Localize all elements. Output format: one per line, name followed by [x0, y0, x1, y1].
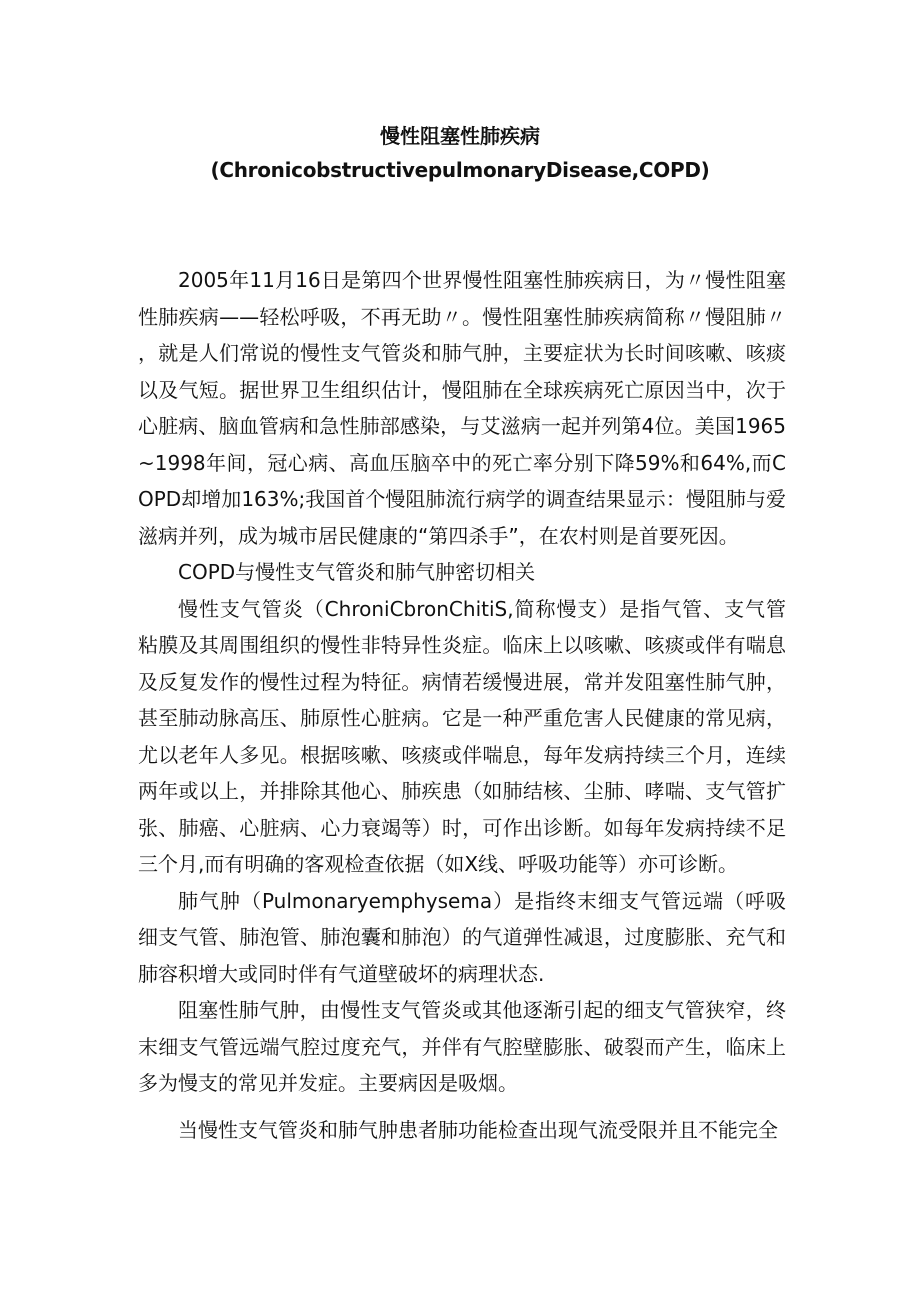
paragraph-truncated: 当慢性支气管炎和肺气肿患者肺功能检查出现气流受限并且不能完全 — [178, 1117, 778, 1142]
paragraph-emphysema: 肺气肿（Pulmonaryemphysema）是指终末细支气管远端（呼吸细支气管、肺泡管、肺泡囊和肺泡）的气道弹性减退，过度膨胀、充气和肺容积增大或同时伴有气道壁破坏的病理状态. — [138, 888, 786, 986]
paragraph-obstructive-emphysema: 阻塞性肺气肿，由慢性支气管炎或其他逐渐引起的细支气管狭窄，终末细支气管远端气腔过度充气，并伴有气腔壁膨胀、破裂而产生，临床上多为慢支的常见并发症。主要病因是吸烟。 — [138, 998, 786, 1095]
paragraph-heading-copd: COPD与慢性支气管炎和肺气肿密切相关 — [178, 560, 536, 584]
document-subtitle: (ChronicobstructivepulmonaryDisease,COPD) — [210, 158, 710, 182]
document-title: 慢性阻塞性肺疾病 — [380, 124, 540, 148]
paragraph-intro: 2005年11月16日是第四个世界慢性阻塞性肺疾病日，为〃慢性阻塞性肺疾病——轻松呼吸，不再无助〃。慢性阻塞性肺疾病简称〃慢阻肺〃，就是人们常说的慢性支气管炎和肺气肿，主要症状为长时间咳嗽、咳痰以及气短。据世界卫生组织估计，慢阻肺在全球疾病死亡原因当中，次于心脏病、脑血管病和急性肺部感染，与艾滋病一起并列第4位。美国1965~1998年间，冠心病、高血压脑卒中的死亡率分别下降59%和64%,而COPD却增加163%;我国首个慢阻肺流行病学的调查结果显示：慢阻肺与爱滋病并列，成为城市居民健康的“第四杀手”，在农村则是首要死因。 — [138, 268, 786, 548]
document-body — [138, 262, 786, 1148]
paragraph-chronic-bronchitis: 慢性支气管炎（ChroniCbronChitiS,简称慢支）是指气管、支气管粘膜及其周围组织的慢性非特异性炎症。临床上以咳嗽、咳痰或伴有喘息及反复发作的慢性过程为特征。病情若缓慢进展，常并发阻塞性肺气肿，甚至肺动脉高压、肺原性心脏病。它是一种严重危害人民健康的常见病，尤以老年人多见。根据咳嗽、咳痰或伴喘息，每年发病持续三个月，连续两年或以上，并排除其他心、肺疾患（如肺结核、尘肺、哮喘、支气管扩张、肺癌、心脏病、心力衰竭等）时，可作出诊断。如每年发病持续不足三个月,而有明确的客观检查依据（如X线、呼吸功能等）亦可诊断。 — [138, 596, 786, 876]
